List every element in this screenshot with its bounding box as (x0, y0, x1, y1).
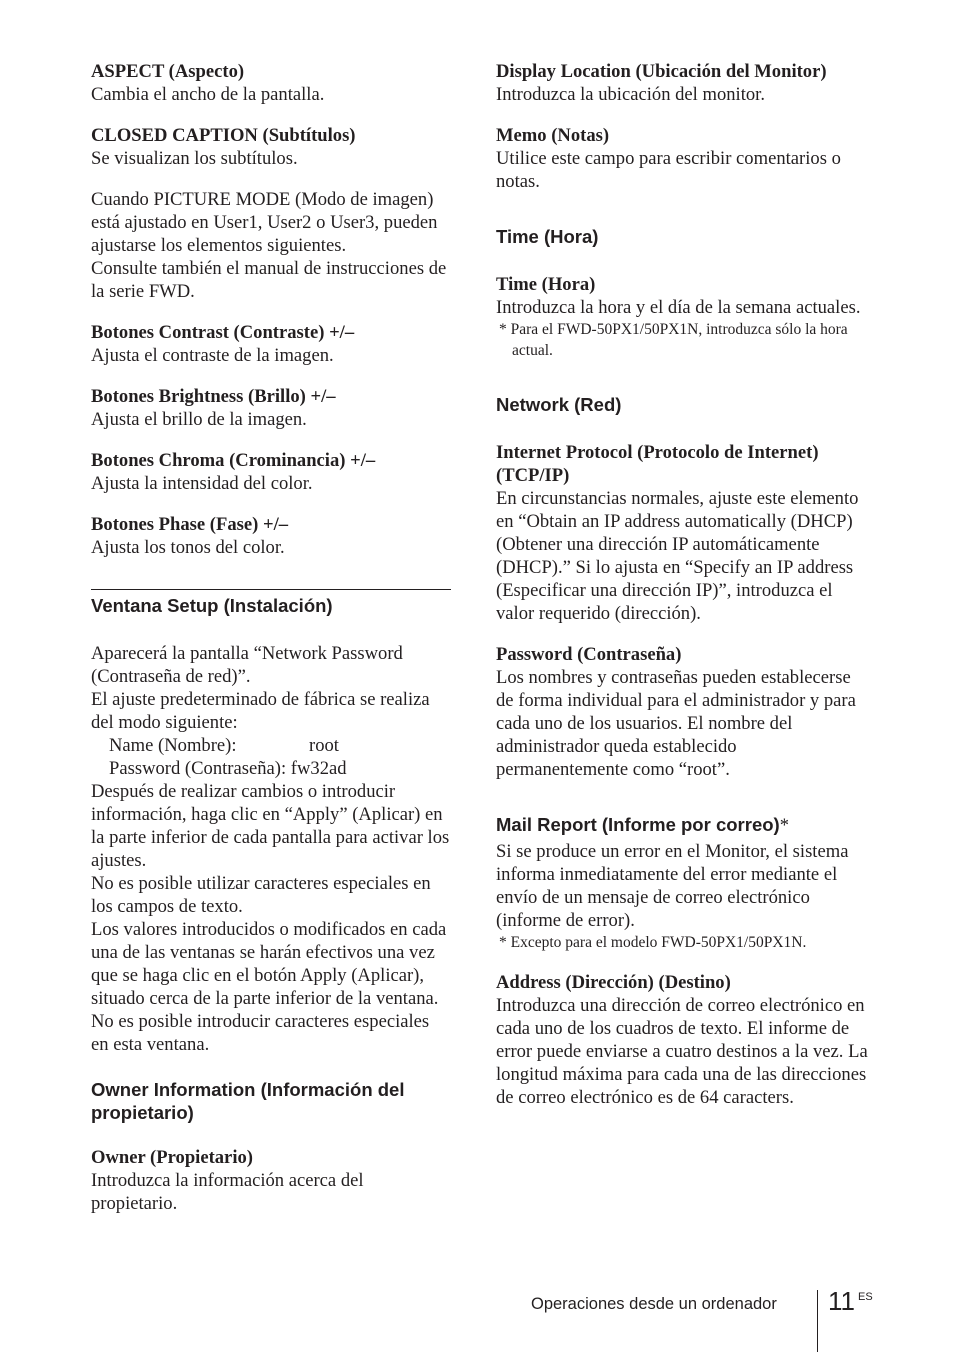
ip-text: En circunstancias normales, ajuste este elemento en “Obtain an IP address automatically (DHCP) (Obtener una dirección IP automáticamente (DHCP).” Si lo ajusta en “Specify an IP address (Especificar una dirección IP)”, introduzca el valor requerido (dirección). (496, 488, 859, 624)
display-location-item (496, 60, 868, 106)
chroma-item (91, 449, 451, 495)
mail-report-item (496, 840, 868, 953)
memo-item (496, 124, 868, 193)
brightness-title: Botones Brightness (Brillo) +/– (91, 386, 336, 407)
setup-heading: Ventana Setup (Instalación) (91, 595, 333, 616)
footer-divider (817, 1290, 818, 1352)
memo-title: Memo (Notas) (496, 125, 610, 146)
name-value: root (309, 735, 339, 756)
picture-mode-paragraph: Cuando PICTURE MODE (Modo de imagen) está ajustado en User1, User2 o User3, pueden ajustarse los elementos siguientes. (91, 189, 438, 256)
phase-title: Botones Phase (Fase) +/– (91, 514, 289, 535)
closed-caption-title: CLOSED CAPTION (Subtítulos) (91, 125, 356, 146)
network-heading: Network (Red) (496, 394, 622, 415)
password-label: Password (Contraseña): (109, 758, 287, 779)
contrast-text: Ajusta el contraste de la imagen. (91, 345, 334, 366)
password-item (496, 643, 868, 781)
closed-caption-text: Se visualizan los subtítulos. (91, 148, 298, 169)
aspect-title: ASPECT (Aspecto) (91, 61, 245, 82)
setup-paragraph-2: El ajuste predeterminado de fábrica se realiza del modo siguiente: (91, 689, 430, 733)
setup-paragraph-5: Los valores introducidos o modificados en cada una de las ventanas se harán efectivos una vez que se haga clic en el botón Apply (Aplicar), situado cerca de la parte inferior de la ventana. (91, 919, 447, 1009)
password-value: fw32ad (290, 758, 347, 779)
aspect-item (91, 60, 451, 106)
display-location-text: Introduzca la ubicación del monitor. (496, 84, 766, 105)
name-label: Name (Nombre): (109, 735, 237, 756)
owner-section-heading (91, 1078, 451, 1124)
default-password-line (91, 757, 451, 780)
default-name-line (91, 734, 451, 757)
mail-report-note: * Excepto para el modelo FWD-50PX1/50PX1N. (499, 934, 807, 951)
left-column (91, 60, 451, 1233)
aspect-text: Cambia el ancho de la pantalla. (91, 84, 325, 105)
owner-item (91, 1146, 451, 1215)
address-item (496, 971, 868, 1109)
mail-report-heading (496, 813, 868, 838)
ip-title: Internet Protocol (Protocolo de Internet) (TCP/IP) (496, 442, 819, 486)
password-title: Password (Contraseña) (496, 644, 682, 665)
display-location-title: Display Location (Ubicación del Monitor) (496, 61, 827, 82)
time-text: Introduzca la hora y el día de la semana actuales. (496, 297, 861, 318)
time-title: Time (Hora) (496, 274, 596, 295)
picture-mode-reference: Consulte también el manual de instrucciones de la serie FWD. (91, 258, 447, 302)
time-heading: Time (Hora) (496, 226, 599, 247)
mail-report-heading-text: Mail Report (Informe por correo) (496, 814, 780, 835)
phase-text: Ajusta los tonos del color. (91, 537, 285, 558)
mail-report-asterisk: * (779, 816, 789, 836)
contrast-title: Botones Contrast (Contraste) +/– (91, 322, 355, 343)
chroma-title: Botones Chroma (Crominancia) +/– (91, 450, 376, 471)
chroma-text: Ajusta la intensidad del color. (91, 473, 313, 494)
brightness-text: Ajusta el brillo de la imagen. (91, 409, 307, 430)
address-title: Address (Dirección) (Destino) (496, 972, 731, 993)
closed-caption-item (91, 124, 451, 170)
setup-paragraph-6: No es posible introducir caracteres especiales en esta ventana. (91, 1011, 430, 1055)
setup-paragraph-1: Aparecerá la pantalla “Network Password (Contraseña de red)”. (91, 643, 403, 687)
owner-text: Introduzca la información acerca del propietario. (91, 1170, 364, 1214)
picture-mode-note (91, 188, 451, 303)
brightness-item (91, 385, 451, 431)
memo-text: Utilice este campo para escribir comentarios o notas. (496, 148, 841, 192)
password-text: Los nombres y contraseñas pueden establecerse de forma individual para el administrador y para cada uno de los usuarios. El nombre del administrador queda establecido permanentemente como “root”. (496, 667, 856, 780)
time-item (496, 273, 868, 361)
contrast-item (91, 321, 451, 367)
footer-section-name: Operaciones desde un ordenador (531, 1295, 777, 1313)
setup-section-body (91, 642, 451, 1056)
page-language: ES (858, 1291, 873, 1303)
setup-paragraph-4: No es posible utilizar caracteres especiales en los campos de texto. (91, 873, 431, 917)
page-number: 11 (828, 1286, 855, 1316)
right-column (496, 60, 868, 1127)
owner-heading: Owner Information (Información del propietario) (91, 1079, 405, 1123)
time-note: * Para el FWD-50PX1/50PX1N, introduzca sólo la hora actual. (499, 321, 848, 359)
owner-title: Owner (Propietario) (91, 1147, 253, 1168)
phase-item (91, 513, 451, 559)
address-text: Introduzca una dirección de correo electrónico en cada uno de los cuadros de texto. El informe de error puede enviarse a cuatro destinos a la vez. La longitud máxima para cada una de las direcciones de correo electrónico es de 64 caracters. (496, 995, 868, 1108)
setup-paragraph-3: Después de realizar cambios o introducir información, haga clic en “Apply” (Aplicar) en la parte inferior de cada pantalla para activar los ajustes. (91, 781, 450, 871)
mail-report-text: Si se produce un error en el Monitor, el sistema informa inmediatamente del error mediante el envío de un mensaje de correo electrónico (informe de error). (496, 841, 849, 931)
ip-item (496, 441, 868, 625)
setup-section-heading (91, 589, 451, 617)
